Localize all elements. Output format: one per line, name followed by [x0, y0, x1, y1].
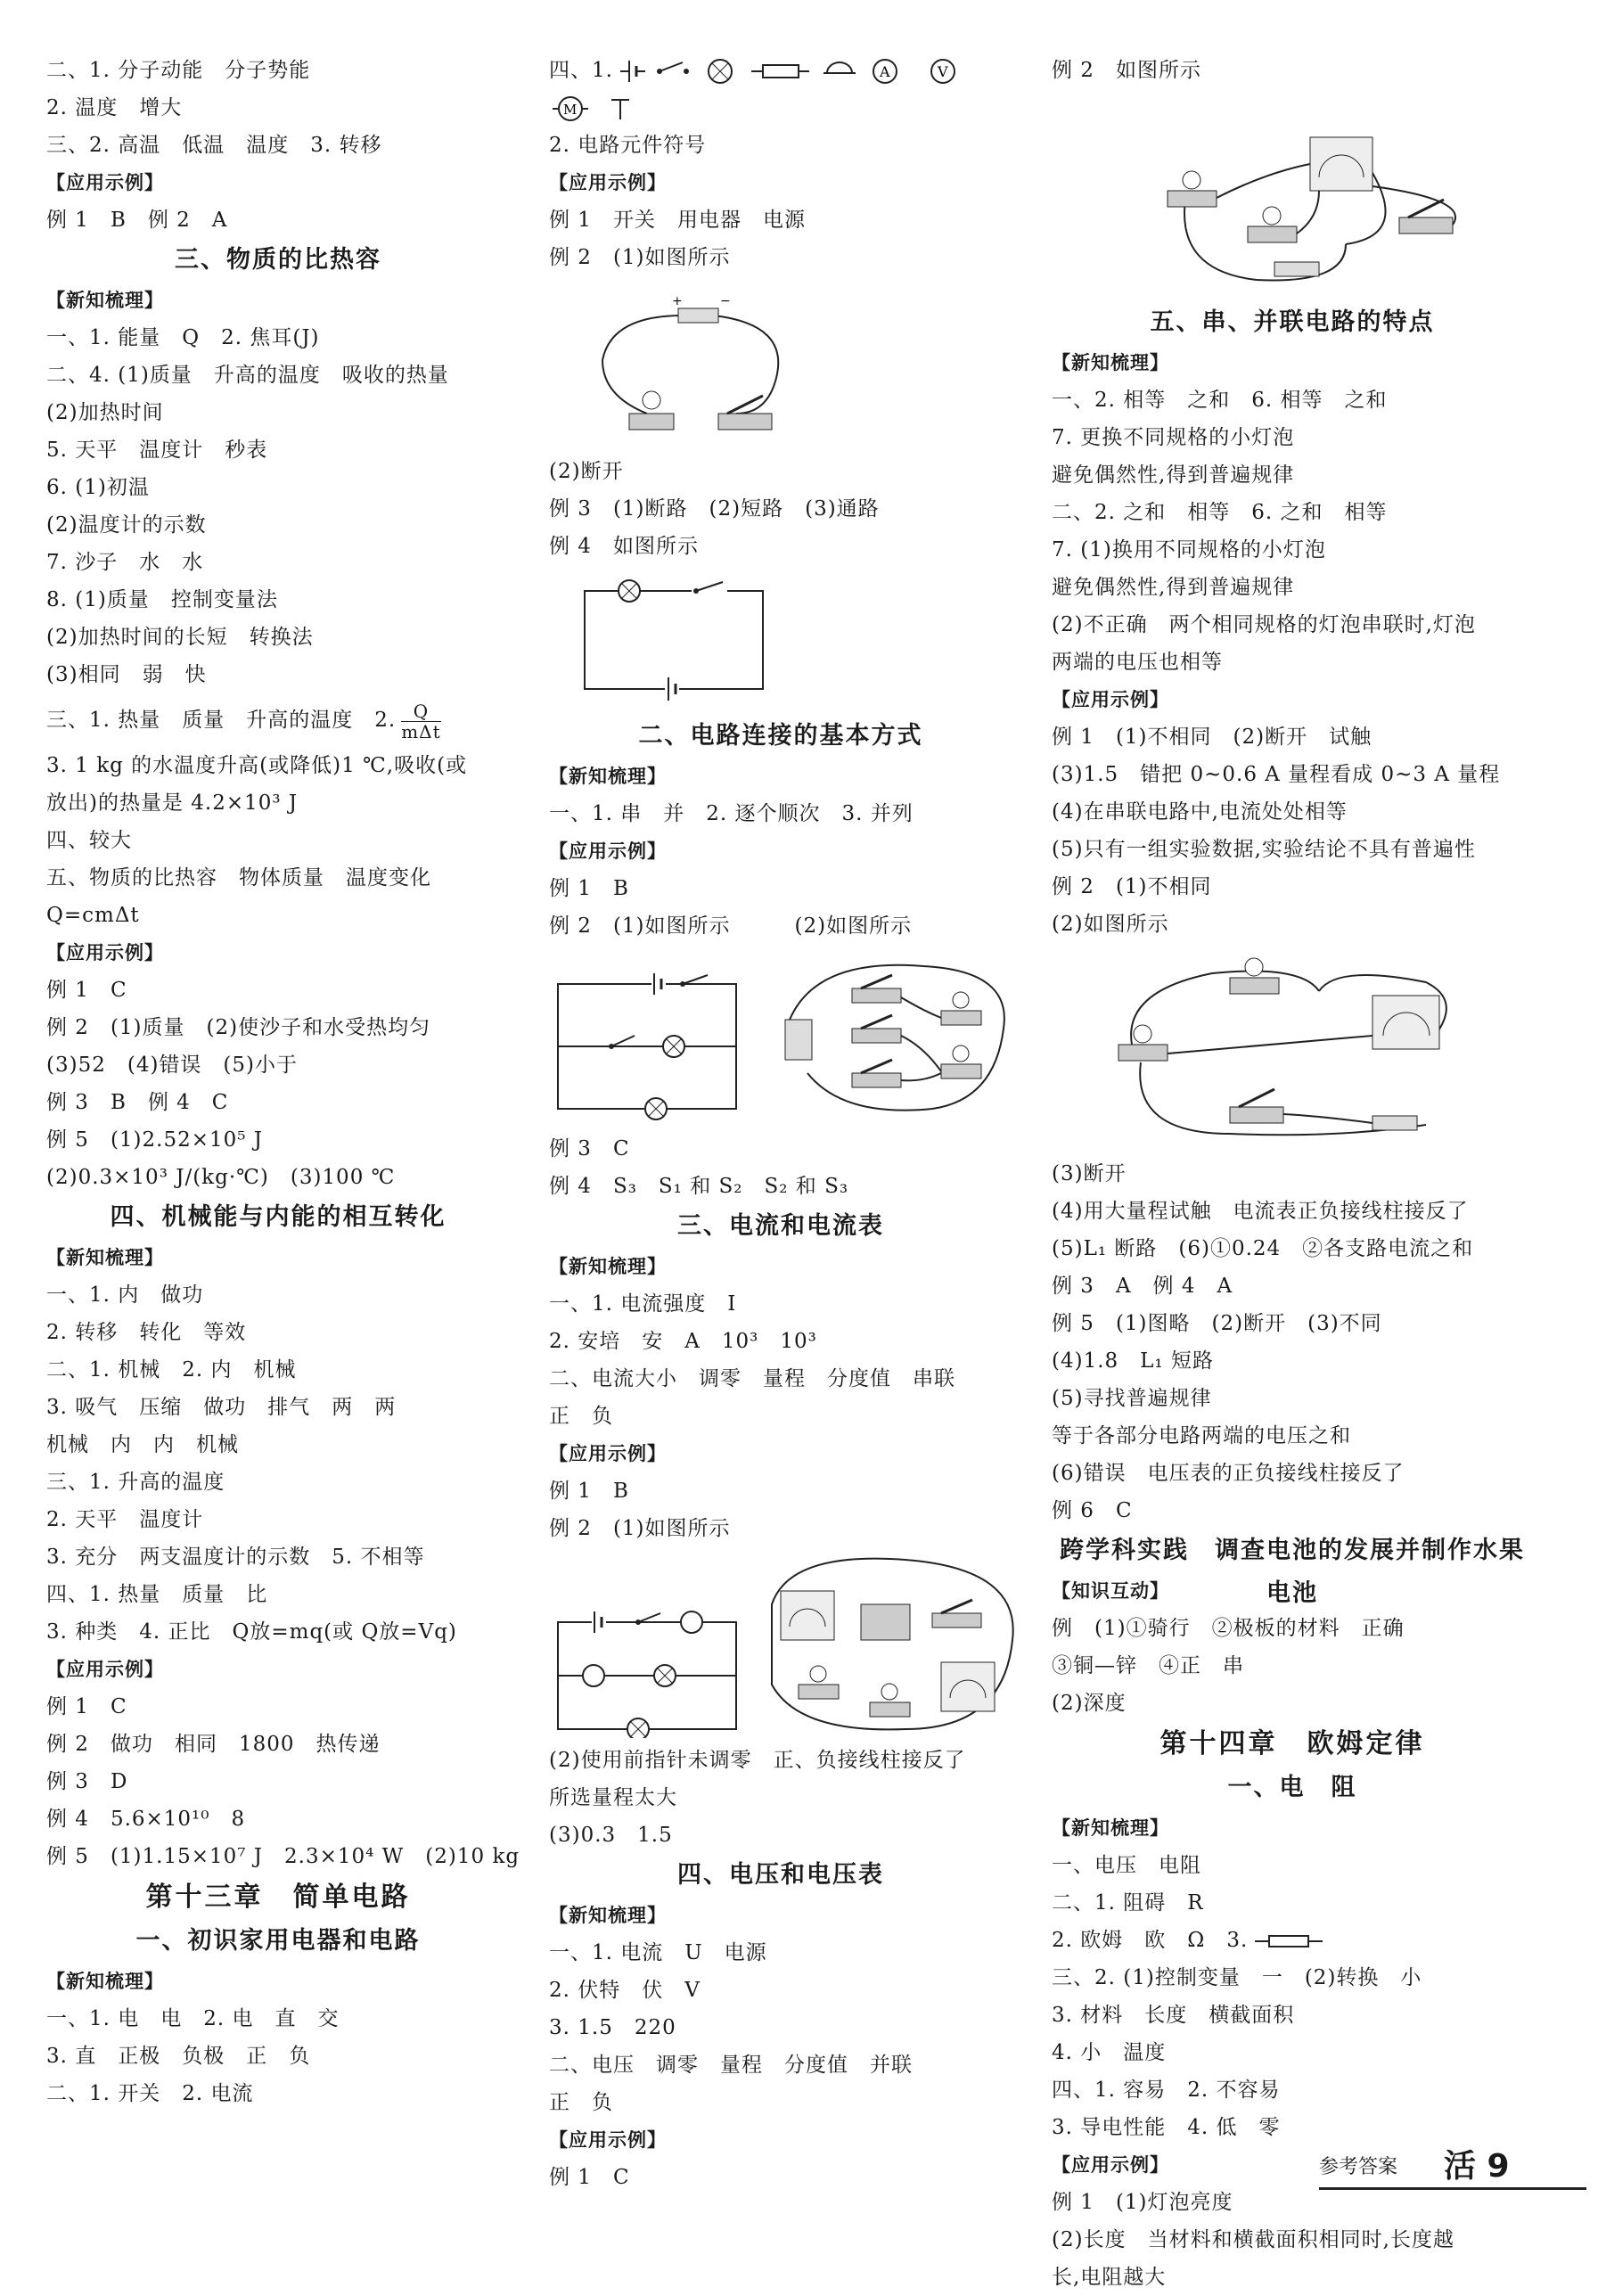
answer-line: (5)只有一组实验数据,实验结论不具有普遍性 [1052, 838, 1476, 861]
answer-label: 四、1. [549, 59, 613, 82]
section-label: 【新知梳理】 [549, 1905, 667, 1926]
answer-line: (3)断开 [1052, 1162, 1127, 1185]
section-label: 【知识互动】 [1052, 1580, 1169, 1602]
answer-line: (5)寻找普遍规律 [1052, 1387, 1212, 1410]
answer-line: 例 2 (1)如图所示 [549, 1517, 731, 1540]
section-label: 【新知梳理】 [1052, 352, 1169, 373]
section-title: 一、初识家用电器和电路 [135, 1927, 421, 1955]
svg-text:M: M [563, 102, 578, 118]
answer-line: 2. 欧姆 欧 Ω 3. [1052, 1929, 1249, 1952]
section-label: 【新知梳理】 [46, 290, 164, 311]
answer-column-2 [549, 52, 1012, 2196]
answer-line: 三、2. (1)控制变量 一 (2)转换 小 [1052, 1966, 1422, 1989]
answer-line: 7. (1)换用不同规格的小灯泡 [1052, 538, 1326, 562]
resistor-symbol-icon [1253, 1928, 1324, 1955]
answer-line: 四、1. 热量 质量 比 [46, 1583, 268, 1606]
answer-line: 例 3 C [549, 1137, 630, 1160]
answer-line: 7. 更换不同规格的小灯泡 [1052, 426, 1295, 449]
svg-text:A: A [879, 63, 891, 80]
answer-line: 一、1. 电流 U 电源 [549, 1941, 767, 1964]
resistor-row [1052, 1922, 1533, 1959]
answer-line: 正 负 [549, 2091, 613, 2114]
answer-line: 2. 温度 增大 [46, 96, 183, 119]
answer-line: (3)相同 弱 快 [46, 663, 207, 686]
answer-line: 二、4. (1)质量 升高的温度 吸收的热量 [46, 364, 449, 387]
answer-line: 二、1. 阻碍 R [1052, 1891, 1204, 1915]
section-label: 【应用示例】 [549, 2129, 667, 2151]
answer-line: 3. 直 正极 负极 正 负 [46, 2045, 311, 2068]
answer-line: 例 1 开关 用电器 电源 [549, 209, 806, 232]
answer-line: 2. 天平 温度计 [46, 1508, 204, 1531]
answer-line: 四、较大 [46, 829, 132, 852]
answer-line: (4)用大量程试触 电流表正负接线柱接反了 [1052, 1200, 1469, 1223]
answer-line: 等于各部分电路两端的电压之和 [1052, 1424, 1351, 1447]
answer-line: 所选量程太大 [549, 1786, 677, 1809]
answer-line: (2)长度 当材料和横截面积相同时,长度越 [1052, 2228, 1454, 2251]
answer-line: (4)1.8 L₁ 短路 [1052, 1349, 1214, 1373]
symbol-row-2 [549, 89, 1012, 127]
answer-line: 例 1 C [549, 2166, 630, 2189]
answer-line: 6. (1)初温 [46, 476, 150, 499]
answer-line: 例 5 (1)2.52×10⁵ J [46, 1128, 264, 1152]
answer-line: 8. (1)质量 控制变量法 [46, 588, 278, 611]
answer-line: (3)52 (4)错误 (5)小于 [46, 1054, 299, 1077]
answer-line: 例 3 B 例 4 C [46, 1091, 229, 1114]
answer-line: 放出)的热量是 4.2×10³ J [46, 791, 299, 815]
answer-line: 一、1. 能量 Q 2. 焦耳(J) [46, 326, 320, 349]
answer-line: 例 1 B [549, 877, 629, 900]
section-title: 五、串、并联电路的特点 [1150, 308, 1435, 336]
footer-label: 参考答案 [1319, 2156, 1398, 2178]
answer-line: 一、1. 串 并 2. 逐个顺次 3. 并列 [549, 802, 914, 825]
answer-line: 例 4 S₃ S₁ 和 S₂ S₂ 和 S₃ [549, 1175, 849, 1198]
answer-line: 例 2 (1)质量 (2)使沙子和水受热均匀 [46, 1016, 431, 1039]
fraction-denominator: mΔt [401, 720, 441, 742]
answer-line: 例 1 B [549, 1480, 629, 1503]
answer-line: (2)温度计的示数 [46, 513, 207, 537]
circuit-symbols-icon [613, 53, 1005, 89]
circuit-diagram [549, 948, 1012, 1127]
section-label: 【新知梳理】 [46, 1247, 164, 1268]
chapter-title: 第十三章 简单电路 [145, 1882, 411, 1913]
circuit-diagram [549, 569, 1012, 711]
answer-column-1 [46, 52, 520, 2112]
answer-line: 五、物质的比热容 物体质量 温度变化 [46, 866, 431, 890]
answer-line: (2)加热时间的长短 转换法 [46, 626, 314, 649]
answer-line: ③铜—锌 ④正 串 [1052, 1654, 1244, 1677]
answer-line: 二、电流大小 调零 量程 分度值 串联 [549, 1367, 955, 1390]
answer-line: 例 2 (1)不相同 [1052, 875, 1212, 898]
answer-line: (2)加热时间 [46, 401, 164, 424]
answer-line: 4. 小 温度 [1052, 2041, 1167, 2064]
answer-line: (2)断开 [549, 460, 624, 483]
answer-line: 机械 内 内 机械 [46, 1433, 239, 1456]
circuit-diagram [549, 1551, 1012, 1738]
answer-line: 例 3 A 例 4 A [1052, 1275, 1233, 1298]
svg-text:+: + [672, 294, 683, 308]
answer-column-3 [1052, 52, 1533, 2296]
section-title: 四、电压和电压表 [677, 1861, 884, 1889]
svg-text:−: − [720, 294, 731, 308]
answer-line: 一、1. 电流强度 I [549, 1292, 737, 1316]
footer-rule [1319, 2187, 1586, 2190]
answer-line: 例 3 (1)断路 (2)短路 (3)通路 [549, 497, 880, 521]
answer-line: 例 5 (1)图略 (2)断开 (3)不同 [1052, 1312, 1382, 1335]
page-number: 活 9 [1444, 2148, 1510, 2185]
section-title: 二、电路连接的基本方式 [638, 722, 923, 750]
answer-line: 5. 天平 温度计 秒表 [46, 439, 268, 462]
formula-row [46, 693, 510, 747]
answer-line: 2. 伏特 伏 V [549, 1979, 701, 2002]
answer-line: 例 4 如图所示 [549, 535, 699, 558]
circuit-diagram [549, 280, 1012, 449]
answer-line: 二、1. 机械 2. 内 机械 [46, 1358, 297, 1382]
section-title: 三、物质的比热容 [175, 246, 381, 274]
answer-line: (5)L₁ 断路 (6)①0.24 ②各支路电流之和 [1052, 1237, 1474, 1260]
answer-line: 正 负 [549, 1405, 613, 1428]
answer-line: 例 3 D [46, 1770, 128, 1793]
answer-line: 三、2. 高温 低温 温度 3. 转移 [46, 134, 382, 157]
answer-line: 例 2 如图所示 [1052, 59, 1201, 82]
section-label: 【应用示例】 [46, 172, 164, 193]
motor-and-ground-symbols-icon [549, 91, 656, 127]
section-label: 【应用示例】 [46, 942, 164, 964]
answer-line: (2)不正确 两个相同规格的灯泡串联时,灯泡 [1052, 613, 1476, 636]
section-label: 【应用示例】 [549, 172, 667, 193]
section-label: 【应用示例】 [549, 840, 667, 862]
section-label: 【新知梳理】 [46, 1971, 164, 1992]
answer-line: 3. 种类 4. 正比 Q放=mq(或 Q放=Vq) [46, 1620, 457, 1644]
answer-line: 例 6 C [1052, 1499, 1133, 1522]
answer-line: 四、1. 容易 2. 不容易 [1052, 2079, 1281, 2102]
answer-line: 一、2. 相等 之和 6. 相等 之和 [1052, 389, 1388, 412]
section-label: 【应用示例】 [1052, 2154, 1169, 2176]
answer-line: (2)0.3×10³ J/(kg·℃) (3)100 ℃ [46, 1166, 396, 1189]
answer-line: 3. 材料 长度 横截面积 [1052, 2004, 1295, 2027]
answer-line: 例 2 做功 相同 1800 热传递 [46, 1733, 381, 1756]
answer-line: 三、1. 热量 质量 升高的温度 2. [46, 709, 397, 732]
section-label: 【应用示例】 [549, 1443, 667, 1464]
section-label: 【新知梳理】 [1052, 1817, 1169, 1839]
answer-line: 二、1. 分子动能 分子势能 [46, 59, 311, 82]
answer-line: 例 1 (1)灯泡亮度 [1052, 2191, 1233, 2214]
section-title: 跨学科实践 调查电池的发展并制作水果电池 [1060, 1537, 1525, 1607]
answer-line: 长,电阻越大 [1052, 2266, 1167, 2289]
answer-line: 一、电压 电阻 [1052, 1854, 1201, 1877]
answer-line: 3. 导电性能 4. 低 零 [1052, 2116, 1281, 2139]
section-label: 【新知梳理】 [549, 1256, 667, 1277]
answer-line: (2)如图所示 [1052, 913, 1169, 936]
page-footer [1319, 2139, 1551, 2193]
answer-line: 二、2. 之和 相等 6. 之和 相等 [1052, 501, 1388, 524]
answer-line: 避免偶然性,得到普遍规律 [1052, 576, 1295, 599]
answer-line: 3. 充分 两支温度计的示数 5. 不相等 [46, 1546, 425, 1569]
answer-line: 3. 1.5 220 [549, 2016, 676, 2039]
section-title: 四、机械能与内能的相互转化 [110, 1203, 447, 1231]
answer-line: (2)使用前指针未调零 正、负接线柱接反了 [549, 1749, 966, 1772]
section-title: 三、电流和电流表 [677, 1212, 884, 1240]
symbol-row [549, 52, 1012, 89]
answer-line: 例 2 (1)如图所示 (2)如图所示 [549, 914, 913, 938]
circuit-diagram [1052, 947, 1533, 1152]
section-title: 一、电 阻 [1227, 1774, 1357, 1801]
answer-line: 例 4 5.6×10¹⁰ 8 [46, 1808, 246, 1831]
fraction [401, 701, 440, 742]
answer-line: 2. 转移 转化 等效 [46, 1321, 247, 1344]
circuit-diagram [1052, 93, 1533, 298]
answer-line: 例 5 (1)1.15×10⁷ J 2.3×10⁴ W (2)10 kg [46, 1845, 520, 1868]
answer-line: 例 1 (1)不相同 (2)断开 试触 [1052, 726, 1372, 749]
answer-line: 例 2 (1)如图所示 [549, 246, 731, 269]
answer-line: Q=cmΔt [46, 904, 140, 927]
section-label: 【应用示例】 [46, 1659, 164, 1680]
answer-line: 例 1 C [46, 1695, 127, 1718]
answer-line: 3. 吸气 压缩 做功 排气 两 两 [46, 1396, 397, 1419]
answer-line: (3)0.3 1.5 [549, 1824, 673, 1847]
answer-line: (3)1.5 错把 0~0.6 A 量程看成 0~3 A 量程 [1052, 763, 1501, 786]
chapter-title: 第十四章 欧姆定律 [1159, 1728, 1425, 1759]
answer-line: (6)错误 电压表的正负接线柱接反了 [1052, 1462, 1405, 1485]
svg-text:V: V [937, 63, 949, 80]
answer-line: 一、1. 内 做功 [46, 1283, 204, 1307]
answer-line: (2)深度 [1052, 1692, 1127, 1715]
answer-line: 7. 沙子 水 水 [46, 551, 204, 574]
answer-line: 二、1. 开关 2. 电流 [46, 2082, 254, 2105]
answer-line: 3. 1 kg 的水温度升高(或降低)1 ℃,吸收(或 [46, 754, 468, 777]
answer-line: 二、电压 调零 量程 分度值 并联 [549, 2054, 913, 2077]
answer-line: 两端的电压也相等 [1052, 651, 1223, 674]
answer-line: 三、1. 升高的温度 [46, 1471, 225, 1494]
section-label: 【新知梳理】 [549, 766, 667, 787]
section-label: 【应用示例】 [1052, 689, 1169, 710]
answer-line: (4)在串联电路中,电流处处相等 [1052, 800, 1348, 824]
answer-line: 一、1. 电 电 2. 电 直 交 [46, 2007, 340, 2030]
answer-line: 例 1 B 例 2 A [46, 209, 228, 232]
answer-line: 2. 电路元件符号 [549, 134, 707, 157]
answer-line: 例 1 C [46, 979, 127, 1002]
answer-line: 2. 安培 安 A 10³ 10³ [549, 1330, 817, 1353]
answer-line: 例 (1)①骑行 ②极板的材料 正确 [1052, 1617, 1405, 1640]
answer-line: 避免偶然性,得到普遍规律 [1052, 463, 1295, 487]
fraction-numerator: Q [401, 701, 440, 722]
